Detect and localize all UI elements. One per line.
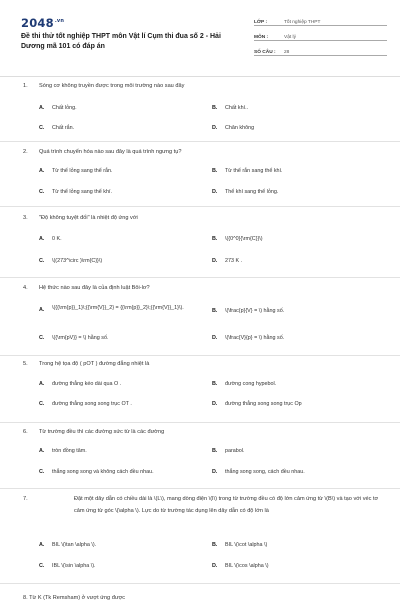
question-text: Sóng cơ không truyền được trong môi trường nào sau đây — [39, 83, 185, 89]
option-b[interactable] — [212, 542, 267, 548]
option-b[interactable] — [212, 105, 248, 111]
option-d[interactable] — [212, 335, 284, 341]
meta-label: MÔN : — [254, 35, 269, 40]
option-text: parabol. — [225, 448, 245, 454]
option-a[interactable] — [39, 105, 77, 111]
meta-class — [254, 14, 387, 26]
question-3 — [0, 207, 400, 278]
option-c[interactable] — [39, 125, 74, 131]
option-letter: C. — [39, 125, 45, 131]
meta-label: SỐ CÂU : — [254, 50, 276, 55]
option-letter: C. — [39, 563, 45, 569]
question-number: 5. — [23, 361, 28, 367]
option-a[interactable] — [39, 236, 62, 242]
option-b[interactable] — [212, 381, 276, 387]
option-d[interactable] — [212, 401, 302, 407]
question-text: Trong hệ tọa độ ( pOT ) đường đẳng nhiệt là — [39, 361, 150, 367]
option-letter: D. — [212, 189, 218, 195]
option-text: BIL \(\tan \alpha \). — [52, 542, 97, 548]
option-a[interactable] — [39, 303, 192, 313]
option-text: \((273^\circ )\rm{C}}\) — [52, 258, 103, 264]
question-number: 3. — [23, 215, 28, 221]
option-letter: D. — [212, 401, 218, 407]
option-text: Từ thể rắn sang thể khí. — [225, 168, 283, 174]
logo-main: 2048 — [21, 16, 54, 30]
option-c[interactable] — [39, 189, 112, 195]
option-d[interactable] — [212, 563, 269, 569]
option-c[interactable] — [39, 335, 109, 341]
meta-value: 28 — [284, 50, 290, 55]
option-text: thẳng song song, cách đều nhau. — [225, 469, 305, 475]
option-text: \({{\rm{p}}_1}\;{{\rm{V}}_2} = {{\rm{p}}_2}\;{{\rm{V}}_1}\). — [52, 305, 184, 311]
option-d[interactable] — [212, 258, 242, 264]
option-letter: A. — [39, 381, 45, 387]
exam-meta — [254, 14, 387, 59]
question-number: 6. — [23, 429, 28, 435]
option-letter: C. — [39, 401, 45, 407]
meta-value: Tốt nghiệp THPT — [284, 20, 321, 25]
option-letter: D. — [212, 258, 218, 264]
site-logo[interactable] — [21, 16, 64, 30]
option-letter: B. — [212, 105, 218, 111]
option-letter: C. — [39, 469, 45, 475]
question-number: 7. — [23, 496, 28, 502]
exam-title: Đề thi thử tốt nghiệp THPT môn Vật lí Cụm thi đua số 2 - Hải Dương mã 101 có đáp án — [21, 33, 221, 50]
option-b[interactable] — [212, 168, 283, 174]
option-text: Chất lỏng. — [52, 105, 77, 111]
option-b[interactable] — [212, 308, 284, 314]
option-d[interactable] — [212, 125, 254, 131]
option-text: đường thẳng song song trục OT . — [52, 401, 132, 407]
option-letter: C. — [39, 189, 45, 195]
option-c[interactable] — [39, 401, 132, 407]
option-c[interactable] — [39, 258, 102, 264]
option-letter: C. — [39, 335, 45, 341]
option-b[interactable] — [212, 448, 244, 454]
logo-suffix: .vn — [54, 18, 65, 25]
question-list — [0, 78, 400, 584]
option-c[interactable] — [39, 563, 96, 569]
question-number: 1. — [23, 83, 28, 89]
option-text: Chất rắn. — [52, 125, 75, 131]
question-5 — [0, 356, 400, 423]
question-8-partial: 8. Từ K (Tk Remsham) ở vượt ứng được — [23, 595, 126, 600]
meta-label: LỚP : — [254, 20, 268, 25]
meta-question-count — [254, 44, 387, 56]
option-d[interactable] — [212, 469, 305, 475]
option-letter: B. — [212, 308, 218, 314]
question-text: Hệ thức nào sau đây là của định luật Bôi-lơ? — [39, 285, 150, 291]
option-letter: A. — [39, 448, 45, 454]
option-a[interactable] — [39, 448, 87, 454]
option-letter: D. — [212, 335, 218, 341]
option-letter: D. — [212, 469, 218, 475]
option-letter: A. — [39, 542, 45, 548]
option-letter: B. — [212, 236, 218, 242]
option-text: IBL \(\sin \alpha \). — [52, 563, 96, 569]
question-4 — [0, 278, 400, 356]
question-1 — [0, 78, 400, 142]
option-letter: D. — [212, 563, 218, 569]
option-text: đường thẳng kéo dài qua O . — [52, 381, 122, 387]
option-text: 0 K. — [52, 236, 62, 242]
question-text: Từ trường đều thì các đường sức từ là các đường — [39, 429, 165, 435]
option-text: Từ thể lỏng sang thể rắn. — [52, 168, 113, 174]
question-7 — [0, 489, 400, 584]
question-text: Đặt một dây dẫn có chiều dài là \(L\), mang dòng điện \(I\) trong từ trường đều có độ lớn cảm ứng từ \(B\) và tạo với véc tơ cảm ứng từ góc \(\alpha \). Lực do từ trường tác dụng lên dây dẫn có độ lớn là — [74, 496, 379, 514]
option-d[interactable] — [212, 189, 278, 195]
option-text: Thể khí sang thể lỏng. — [225, 189, 279, 195]
question-2 — [0, 142, 400, 207]
option-text: BIL \(\cot \alpha \) — [225, 542, 268, 548]
option-b[interactable] — [212, 236, 263, 242]
question-number: 4. — [23, 285, 28, 291]
option-letter: B. — [212, 381, 218, 387]
option-text: đường cong hypebol. — [225, 381, 277, 387]
option-text: Từ thể lỏng sang thể khí. — [52, 189, 112, 195]
option-c[interactable] — [39, 469, 154, 475]
option-a[interactable] — [39, 381, 121, 387]
option-letter: B. — [212, 448, 218, 454]
option-letter: D. — [212, 125, 218, 131]
option-text: BIL \(\cos \alpha \) — [225, 563, 269, 569]
option-text: \({\rm{pV}} = \) hằng số. — [52, 335, 109, 341]
question-6 — [0, 423, 400, 489]
option-letter: A. — [39, 307, 45, 313]
option-text: 273 K . — [225, 258, 243, 264]
option-text: đường thẳng song song trục Op — [225, 401, 302, 407]
option-letter: A. — [39, 105, 45, 111]
option-text: tròn đồng tâm. — [52, 448, 87, 454]
option-text: Chất khí.. — [225, 105, 249, 111]
option-text: thẳng song song và không cách đều nhau. — [52, 469, 154, 475]
meta-subject — [254, 29, 387, 41]
question-text: "Độ không tuyệt đối" là nhiệt độ ứng với — [39, 215, 138, 221]
option-text: Chân không — [225, 125, 255, 131]
question-number: 2. — [23, 149, 28, 155]
option-a[interactable] — [39, 542, 96, 548]
option-letter: B. — [212, 542, 218, 548]
option-text: \({0^0}{\rm{C}}\) — [225, 236, 263, 242]
option-a[interactable] — [39, 168, 113, 174]
exam-header — [21, 14, 387, 60]
option-text: \(\frac{p}{V} = \) hằng số. — [225, 308, 285, 314]
option-text: \(\frac{V}{p} = \) hằng số. — [225, 335, 285, 341]
question-text: Quá trình chuyển hóa nào sau đây là quá trình ngưng tụ? — [39, 149, 182, 155]
option-letter: B. — [212, 168, 218, 174]
header-divider — [0, 76, 400, 77]
option-letter: A. — [39, 168, 45, 174]
option-letter: C. — [39, 258, 45, 264]
meta-value: Vật lý — [284, 35, 296, 40]
option-letter: A. — [39, 236, 45, 242]
